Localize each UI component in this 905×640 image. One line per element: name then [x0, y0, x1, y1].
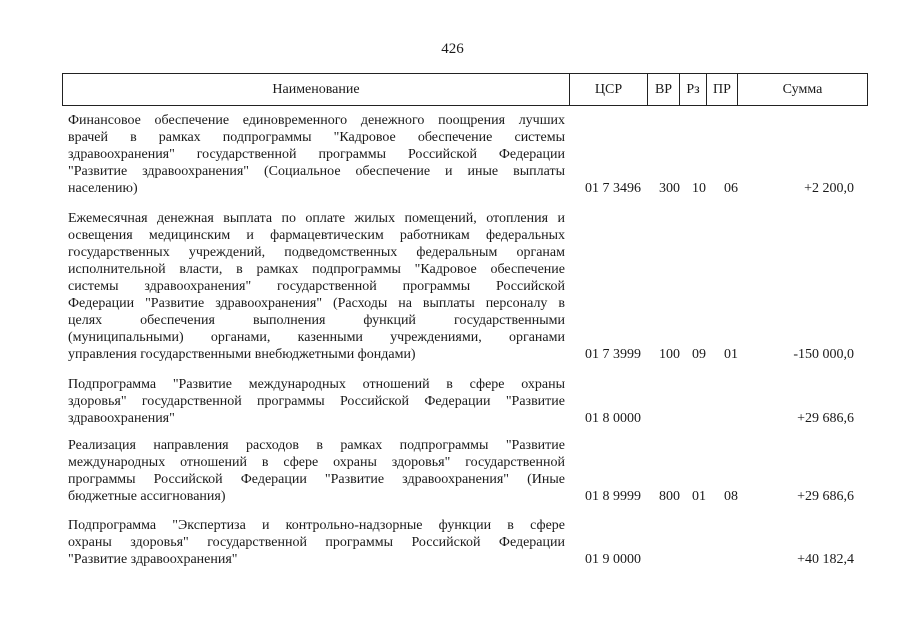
header-csr: ЦСР: [570, 74, 648, 105]
row-rz: 10: [692, 181, 706, 196]
description-line: врачей в рамках подпрограммы "Кадровое обеспечение системы: [68, 130, 565, 145]
page-number: 426: [441, 41, 464, 57]
description-line: Федерации "Развитие здравоохранения" (Расходы на выплаты персоналу в: [68, 296, 565, 311]
description-line: Подпрограмма "Экспертиза и контрольно-надзорные функции в сфере: [68, 518, 565, 533]
row-csr: 01 7 3496: [585, 181, 641, 196]
header-rz: Рз: [680, 74, 707, 105]
description-line: бюджетные ассигнования): [68, 489, 226, 504]
description-line: здоровья" государственной программы Российской Федерации "Развитие: [68, 394, 565, 409]
row-csr: 01 7 3999: [585, 347, 641, 362]
table-row: [68, 376, 868, 427]
description-line: здравоохранения" государственной программы Российской Федерации: [68, 147, 565, 162]
description-line: Реализация направления расходов в рамках подпрограммы "Развитие: [68, 438, 565, 453]
header-name: Наименование: [63, 74, 570, 105]
description-line: "Развитие здравоохранения" (Социальное обеспечение и иные выплаты: [68, 164, 565, 179]
row-vr: 100: [659, 347, 680, 362]
description-line: освещения медицинским и фармацевтическим работникам федеральных: [68, 228, 565, 243]
description-line: государственных учреждений, подведомственных федеральным органам: [68, 245, 565, 260]
row-rz: 09: [692, 347, 706, 362]
description-line: "Развитие здравоохранения": [68, 552, 238, 567]
row-csr: 01 9 0000: [585, 552, 641, 567]
row-codes: [68, 180, 868, 197]
row-pr: 08: [724, 489, 738, 504]
row-csr: 01 8 9999: [585, 489, 641, 504]
row-sum: -150 000,0: [793, 347, 854, 362]
row-codes: [68, 346, 868, 363]
row-vr: 800: [659, 489, 680, 504]
row-description: [68, 210, 565, 363]
description-line: Подпрограмма "Развитие международных отношений в сфере охраны: [68, 377, 565, 392]
description-line: международных отношений в сфере охраны здоровья" государственной: [68, 455, 565, 470]
table-row: [68, 210, 868, 363]
row-vr: 300: [659, 181, 680, 196]
table-row: [68, 437, 868, 505]
row-pr: 06: [724, 181, 738, 196]
table-header: [62, 73, 868, 106]
table-row: [68, 517, 868, 568]
header-sum: Сумма: [782, 81, 823, 97]
description-line: исполнительной власти, в рамках подпрограммы "Кадровое обеспечение: [68, 262, 565, 277]
description-line: здравоохранения": [68, 411, 175, 426]
description-line: системы здравоохранения" государственной программы Российской: [68, 279, 565, 294]
description-line: (муниципальными) органами, казенными учреждениями, органами: [68, 330, 565, 345]
description-line: населению): [68, 181, 138, 196]
row-rz: 01: [692, 489, 706, 504]
row-pr: 01: [724, 347, 738, 362]
row-sum: +40 182,4: [797, 552, 854, 567]
row-csr: 01 8 0000: [585, 411, 641, 426]
description-line: целях обеспечения выполнения функций государственными: [68, 313, 565, 328]
header-pr: ПР: [707, 74, 738, 105]
description-line: Финансовое обеспечение единовременного денежного поощрения лучших: [68, 113, 565, 128]
row-sum: +29 686,6: [797, 411, 854, 426]
description-line: программы Российской Федерации "Развитие здравоохранения" (Иные: [68, 472, 565, 487]
table-row: [68, 112, 868, 197]
row-codes: [68, 410, 868, 427]
row-sum: +2 200,0: [804, 181, 854, 196]
description-line: Ежемесячная денежная выплата по оплате жилых помещений, отопления и: [68, 211, 565, 226]
header-vr: ВР: [648, 74, 680, 105]
description-line: охраны здоровья" государственной программы Российской Федерации: [68, 535, 565, 550]
description-line: управления государственными внебюджетными фондами): [68, 347, 416, 362]
row-codes: [68, 488, 868, 505]
row-codes: [68, 551, 868, 568]
row-sum: +29 686,6: [797, 489, 854, 504]
